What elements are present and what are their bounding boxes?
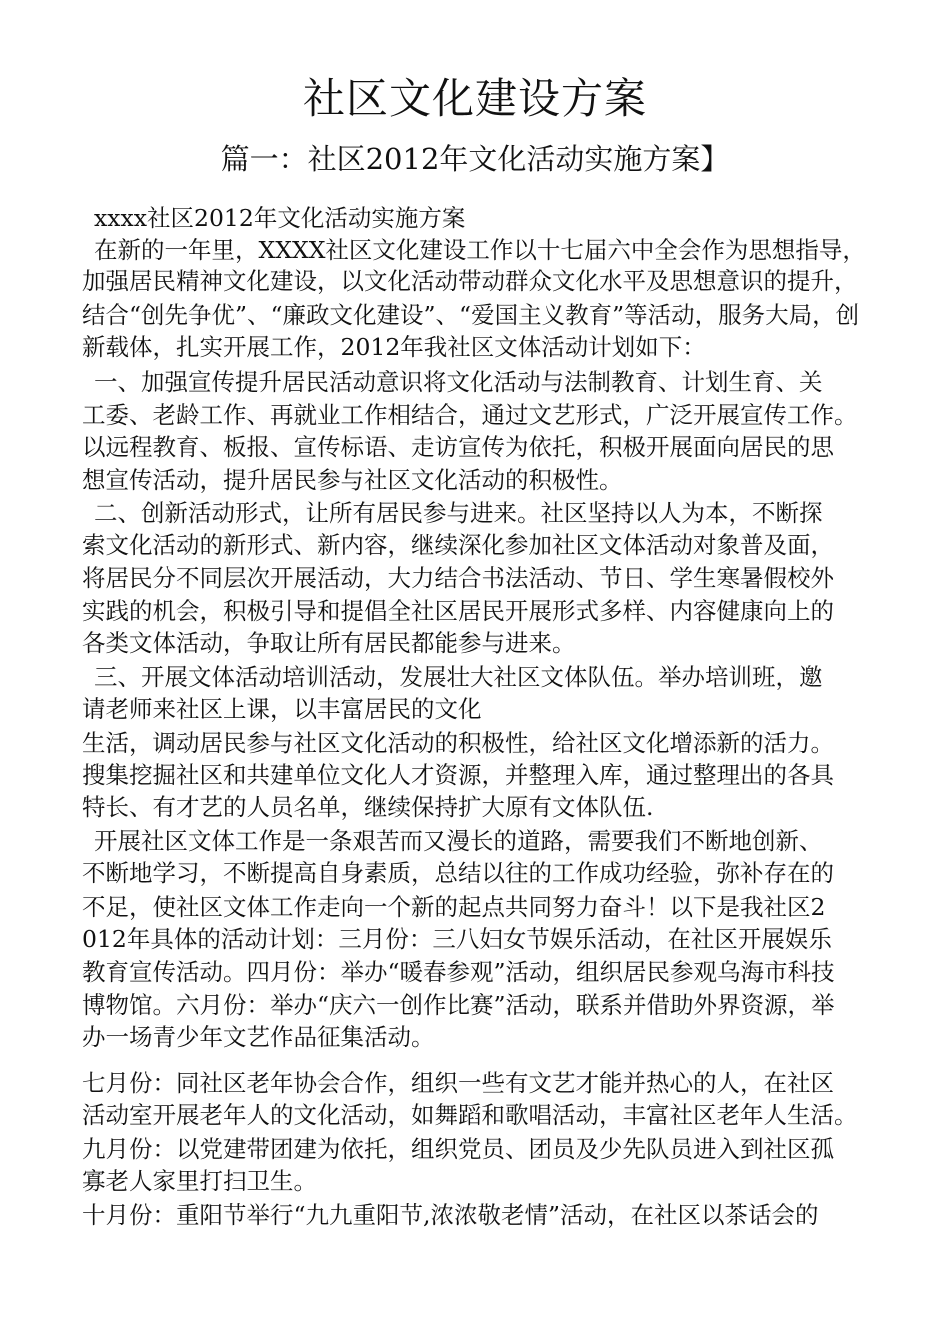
body-line: 想宣传活动，提升居民参与社区文化活动的积极性。 [82,466,623,494]
body-line: 实践的机会，积极引导和提倡全社区居民开展形式多样、内容健康向上的 [82,597,834,625]
body-line: 教育宣传活动。四月份：举办“暖春参观”活动，组织居民参观乌海市科技 [82,958,835,986]
body-line: 012年具体的活动计划：三月份：三八妇女节娱乐活动，在社区开展娱乐 [82,925,832,953]
body-line: 不断地学习，不断提高自身素质，总结以往的工作成功经验，弥补存在的 [82,859,834,887]
body-line: 九月份：以党建带团建为依托，组织党员、团员及少先队员进入到社区孤 [82,1135,834,1163]
body-line: 七月份：同社区老年协会合作，组织一些有文艺才能并热心的人，在社区 [82,1069,834,1097]
body-line: 结合“创先争优”、“廉政文化建设”、“爱国主义教育”等活动，服务大局，创 [82,301,860,329]
body-line: 一、加强宣传提升居民活动意识将文化活动与法制教育、计划生育、关 [94,368,823,396]
body-line: xxxx社区2012年文化活动实施方案 [94,204,466,232]
body-line: 生活，调动居民参与社区文化活动的积极性，给社区文化增添新的活力。 [82,729,834,757]
body-line: 寡老人家里打扫卫生。 [82,1167,317,1195]
body-line: 三、开展文体活动培训活动，发展壮大社区文体队伍。举办培训班，邀 [94,663,823,691]
body-line: 索文化活动的新形式、新内容，继续深化参加社区文体活动对象普及面， [82,531,834,559]
body-line: 请老师来社区上课，以丰富居民的文化 [82,695,482,723]
body-line: 在新的一年里，XXXX社区文化建设工作以十七届六中全会作为思想指导， [94,236,866,264]
body-line: 不足，使社区文体工作走向一个新的起点共同努力奋斗！以下是我社区2 [82,893,826,921]
body-line: 各类文体活动，争取让所有居民都能参与进来。 [82,629,576,657]
body-line: 将居民分不同层次开展活动，大力结合书法活动、节日、学生寒暑假校外 [82,564,834,592]
body-line: 二、创新活动形式，让所有居民参与进来。社区坚持以人为本，不断探 [94,499,823,527]
body-line: 开展社区文体工作是一条艰苦而又漫长的道路，需要我们不断地创新、 [94,827,823,855]
body-line: 工委、老龄工作、再就业工作相结合，通过文艺形式，广泛开展宣传工作。 [82,401,858,429]
body-line: 加强居民精神文化建设，以文化活动带动群众文化水平及思想意识的提升， [82,267,858,295]
body-line: 以远程教育、板报、宣传标语、走访宣传为依托，积极开展面向居民的思 [82,433,834,461]
body-line: 十月份：重阳节举行“九九重阳节,浓浓敬老情”活动，在社区以茶话会的 [82,1201,819,1229]
body-line: 博物馆。六月份：举办“庆六一创作比赛”活动，联系并借助外界资源，举 [82,991,835,1019]
body-line: 搜集挖掘社区和共建单位文化人才资源，并整理入库，通过整理出的各具 [82,761,834,789]
body-line: 特长、有才艺的人员名单，继续保持扩大原有文体队伍. [82,793,654,821]
body-line: 办一场青少年文艺作品征集活动。 [82,1023,435,1051]
document-title: 社区文化建设方案 [302,74,647,123]
body-line: 新载体，扎实开展工作，2012年我社区文体活动计划如下： [82,333,706,361]
document-subtitle: 篇一：社区2012年文化活动实施方案】 [220,142,730,176]
body-line: 活动室开展老年人的文化活动，如舞蹈和歌唱活动，丰富社区老年人生活。 [82,1101,858,1129]
